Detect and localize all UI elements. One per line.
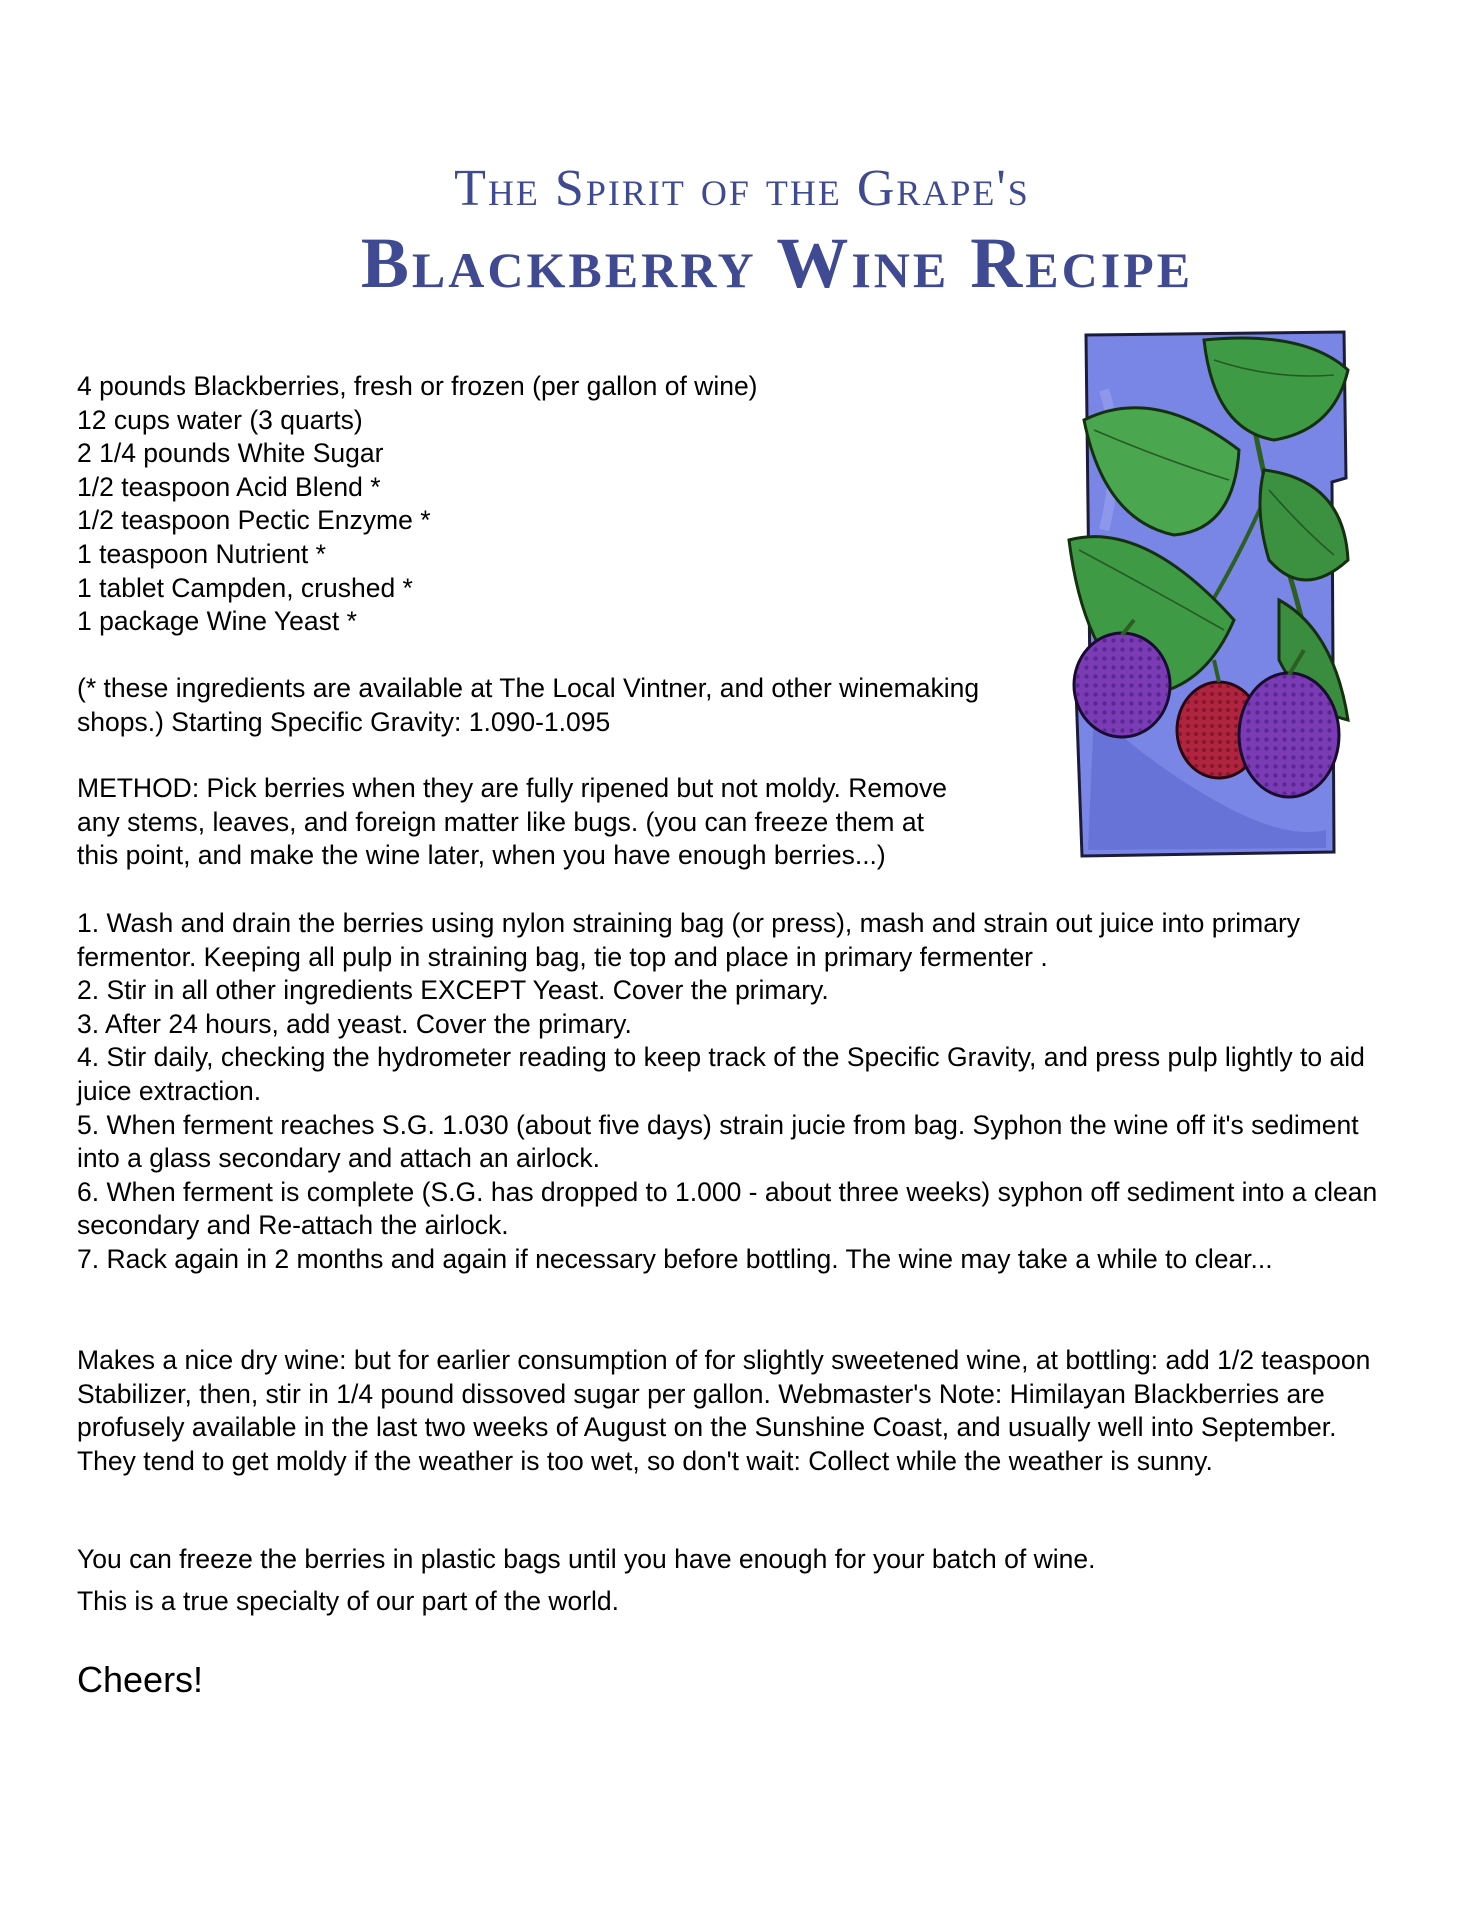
title-main: Blackberry Wine Recipe	[360, 223, 1194, 303]
ingredient-item: 1 tablet Campden, crushed *	[77, 572, 413, 603]
signoff: Cheers!	[77, 1659, 204, 1700]
method-step: 7. Rack again in 2 months and again if necessary before bottling. The wine may take a while to clear...	[77, 1243, 1273, 1274]
ingredient-item: 4 pounds Blackberries, fresh or frozen (per gallon of wine)	[77, 371, 758, 401]
method-step: 5. When ferment reaches S.G. 1.030 (about five days) strain jucie from bag. Syphon the wine off it's sediment into a glass secondary and attach an airlock.	[77, 1109, 1359, 1174]
closing-paragraph: Makes a nice dry wine: but for earlier consumption of for slightly sweetened wine, at bottling: add 1/2 teaspoon Stabilizer, then, stir in 1/4 pound dissoved sugar per gallon. Webmaster's Note: Himilayan Blackberries are profusely available in the last two weeks of August on the Sunshine Coast, and usually well into September. They tend to get moldy if the weather is too wet, so don't wait: Collect while the weather is sunny.	[77, 1345, 1371, 1476]
ingredient-item: 1 package Wine Yeast *	[77, 606, 357, 637]
ingredient-item: 1/2 teaspoon Pectic Enzyme *	[77, 505, 431, 536]
title-subtitle: The Spirit of the Grape's	[454, 160, 1030, 217]
page-title	[0, 158, 1484, 306]
freeze-note: You can freeze the berries in plastic bags until you have enough for your batch of wine.	[77, 1544, 1096, 1574]
ingredients-note: (* these ingredients are available at The Local Vintner, and other winemaking shops.) Starting Specific Gravity: 1.090-1.095	[77, 673, 980, 737]
ingredient-item: 1/2 teaspoon Acid Blend *	[77, 471, 381, 502]
method-steps	[77, 907, 1397, 1277]
method-step: 2. Stir in all other ingredients EXCEPT Yeast. Cover the primary.	[77, 975, 829, 1006]
ingredient-item: 1 teaspoon Nutrient *	[77, 538, 326, 569]
specialty-note: This is a true specialty of our part of the world.	[77, 1586, 620, 1616]
ingredient-item: 2 1/4 pounds White Sugar	[77, 438, 384, 469]
method-intro: METHOD: Pick berries when they are fully ripened but not moldy. Remove any stems, leaves, and foreign matter like bugs. (you can freeze them at this point, and make the wine later, when you have enough berries...)	[77, 773, 947, 871]
method-step: 6. When ferment is complete (S.G. has dropped to 1.000 - about three weeks) syphon off sediment into a clean secondary and Re-attach the airlock.	[77, 1176, 1378, 1241]
method-step: 3. After 24 hours, add yeast. Cover the primary.	[77, 1008, 632, 1039]
method-step: 1. Wash and drain the berries using nylon straining bag (or press), mash and strain out juice into primary fermentor. Keeping all pulp in straining bag, tie top and place in primary fermenter .	[77, 908, 1301, 972]
blackberry-branch-illustration	[1064, 330, 1350, 860]
ingredients-list	[77, 370, 1007, 639]
method-step: 4. Stir daily, checking the hydrometer reading to keep track of the Specific Gravity, and press pulp lightly to aid juice extraction.	[77, 1042, 1365, 1106]
leaf-right	[1260, 470, 1348, 580]
ingredient-item: 12 cups water (3 quarts)	[77, 404, 363, 435]
